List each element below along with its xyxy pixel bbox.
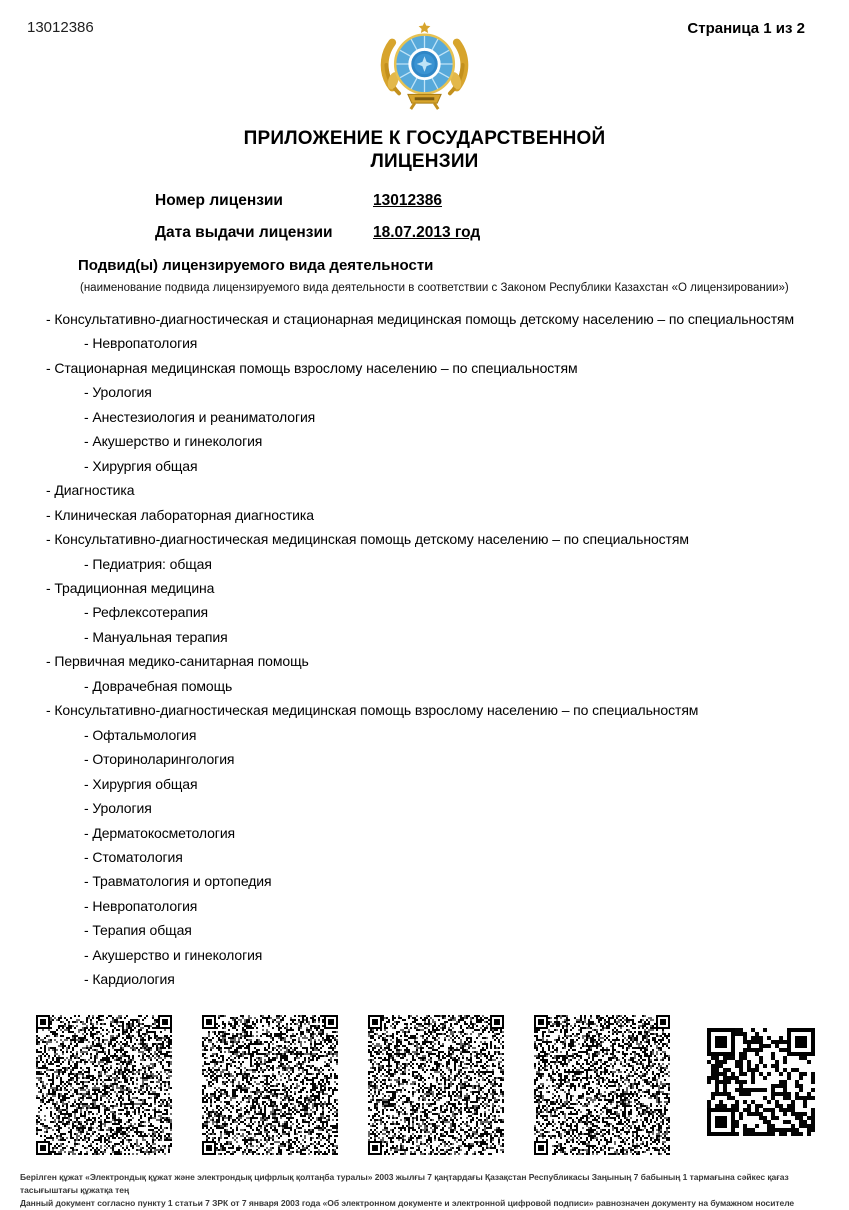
legal-footer-line-russian: Данный документ согласно пункту 1 статьи 7 ЗРК от 7 января 2003 года «Об электронном документе и электронной цифровой подписи» равнозначен документу на бумажном носителе: [20, 1198, 795, 1208]
qr-code: [707, 1028, 815, 1136]
list-item: - Акушерство и гинекология: [84, 433, 263, 450]
list-item: - Консультативно-диагностическая медицинская помощь взрослому населению – по специальностям: [46, 702, 699, 719]
datamatrix-barcode-3: [368, 1015, 504, 1155]
list-item: - Диагностика: [46, 482, 135, 499]
list-item: - Акушерство и гинекология: [84, 946, 263, 963]
datamatrix-barcode-2: [202, 1015, 338, 1155]
kazakhstan-emblem-icon: [377, 20, 472, 110]
list-item: - Стоматология: [84, 848, 183, 865]
barcode-row: [36, 1015, 815, 1155]
subtype-list: [0, 307, 833, 992]
list-item: - Урология: [84, 384, 152, 401]
license-date-value: 18.07.2013 год: [373, 224, 481, 241]
list-item: - Клиническая лабораторная диагностика: [46, 506, 314, 523]
list-item: - Невропатология: [84, 335, 198, 352]
list-item: - Мануальная терапия: [84, 628, 228, 645]
list-item: - Доврачебная помощь: [84, 677, 233, 694]
list-item: - Травматология и ортопедия: [84, 873, 272, 890]
list-item: - Педиатрия: общая: [84, 555, 212, 572]
list-item: - Невропатология: [84, 897, 198, 914]
list-item: - Рефлексотерапия: [84, 604, 209, 621]
list-item: - Традиционная медицина: [46, 579, 215, 596]
list-item: - Урология: [84, 800, 152, 817]
kazakhstan-emblem: [377, 20, 472, 110]
list-item: - Консультативно-диагностическая и стационарная медицинская помощь детскому населению – по специальностям: [46, 311, 795, 327]
list-item: - Оториноларингология: [84, 751, 235, 768]
license-date-label: Дата выдачи лицензии: [155, 224, 333, 241]
list-item: - Консультативно-диагностическая медицинская помощь детскому населению – по специальностям: [46, 531, 689, 548]
list-item: - Терапия общая: [84, 922, 192, 939]
list-item: - Первичная медико-санитарная помощь: [46, 653, 309, 670]
document-number-header: 13012386: [27, 19, 94, 36]
license-number-value: 13012386: [373, 192, 442, 209]
datamatrix-barcode-4: [534, 1015, 670, 1155]
page-indicator: Страница 1 из 2: [687, 20, 805, 37]
license-number-label: Номер лицензии: [155, 192, 283, 209]
list-item: - Хирургия общая: [84, 775, 198, 792]
list-item: - Дерматокосметология: [84, 824, 236, 841]
list-item: - Стационарная медицинская помощь взрослому населению – по специальностям: [46, 359, 578, 376]
subtypes-note: (наименование подвида лицензируемого вида деятельности в соответствии с Законом Республики Казахстан «О лицензировании»): [80, 282, 789, 294]
list-item: - Хирургия общая: [84, 457, 198, 474]
list-item: - Кардиология: [84, 971, 175, 988]
datamatrix-barcode-1: [36, 1015, 172, 1155]
list-item: - Анестезиология и реаниматология: [84, 408, 316, 425]
license-number-row: [155, 192, 480, 224]
legal-footer: [20, 1171, 835, 1210]
subtypes-heading: Подвид(ы) лицензируемого вида деятельности: [78, 257, 434, 274]
page-title-line2: ЛИЦЕНЗИИ: [370, 151, 479, 172]
list-item: - Офтальмология: [84, 726, 197, 743]
license-fields: [155, 192, 480, 256]
legal-footer-line-kazakh: Берілген құжат «Электрондық құжат және электрондық цифрлық қолтаңба туралы» 2003 жылғы 7 қаңтардағы Қазақстан Республикасы Заңының 7 бабының 1 тармағына сәйкес қағаз тасығыштағы құжатқа тең: [20, 1172, 789, 1195]
page-title: [0, 127, 849, 173]
page-title-line1: ПРИЛОЖЕНИЕ К ГОСУДАРСТВЕННОЙ: [243, 128, 606, 149]
license-date-row: [155, 224, 480, 256]
